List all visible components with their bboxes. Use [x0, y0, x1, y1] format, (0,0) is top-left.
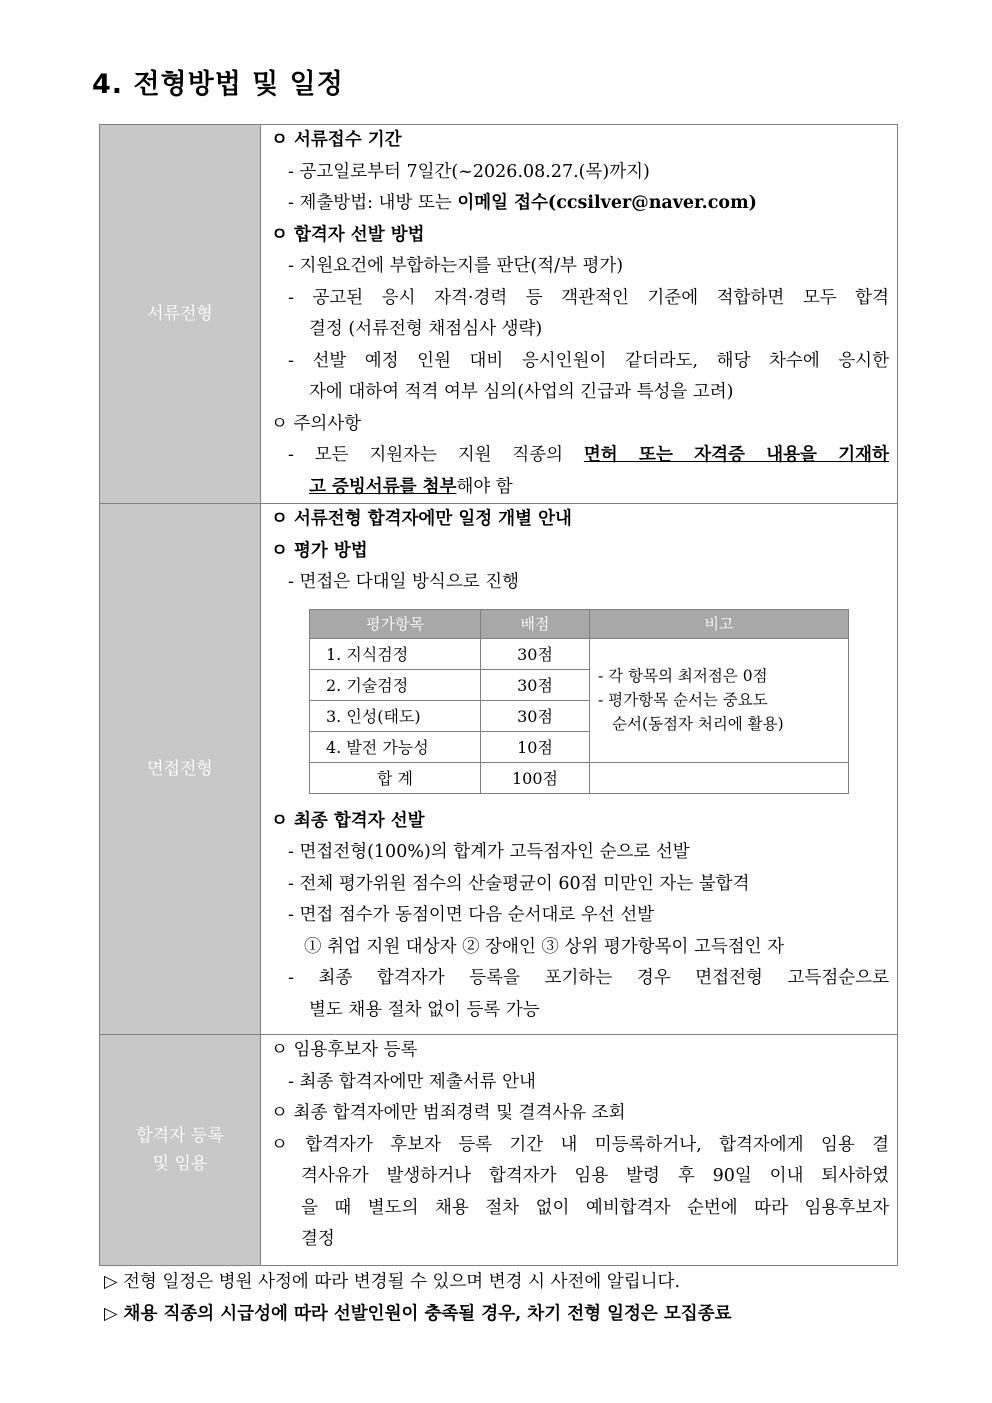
background-check: ㅇ 최종 합격자에만 범죄경력 및 결격사유 조회	[271, 1103, 626, 1123]
interview-label: 면접전형	[100, 504, 261, 1035]
doc-screening-label: 서류전형	[100, 125, 261, 504]
table-total-row	[310, 762, 849, 793]
evaluation-item: 1. 지식검정	[310, 638, 481, 669]
total-note	[590, 762, 849, 793]
final-selection-item-1: - 면접전형(100%)의 합계가 고득점자인 순으로 선발	[288, 842, 690, 862]
doc-selection-item-3-cont: 자에 대하여 적격 여부 심의(사업의 긴급과 특성을 고려)	[309, 382, 734, 402]
registration-heading: ㅇ 임용후보자 등록	[271, 1040, 418, 1060]
interview-method-detail: - 면접은 다대일 방식으로 진행	[288, 572, 520, 592]
doc-submit-method-prefix: - 제출방법: 내방 또는	[288, 193, 458, 213]
doc-caution-prefix: - 모든 지원자는 지원 직종의	[288, 445, 584, 465]
evaluation-score: 30점	[481, 638, 590, 669]
evaluation-item: 4. 발전 가능성	[310, 731, 481, 762]
reserve-candidate-rule: ㅇ 합격자가 후보자 등록 기간 내 미등록하거나, 합격자에게 임용 결	[271, 1134, 889, 1155]
final-selection-priority: ① 취업 지원 대상자 ② 장애인 ③ 상위 평가항목이 고득점인 자	[304, 936, 785, 957]
doc-selection-item-2: - 공고된 응시 자격·경력 등 객관적인 기준에 적합하면 모두 합격	[288, 287, 889, 308]
evaluation-score: 30점	[481, 700, 590, 731]
header-score: 배점	[481, 609, 590, 638]
final-selection-item-2: - 전체 평가위원 점수의 산술평균이 60점 미만인 자는 불합격	[288, 873, 750, 894]
footer-note-recruitment-end: ▷ 채용 직종의 시급성에 따라 선발인원이 충족될 경우, 차기 전형 일정은 모집종료	[104, 1304, 732, 1324]
reserve-candidate-rule-cont-1: 격사유가 발생하거나 합격자가 임용 발령 후 90일 이내 퇴사하였	[301, 1166, 889, 1186]
doc-submit-email: 이메일 접수(ccsilver@naver.com)	[457, 193, 757, 213]
total-label: 합 계	[310, 762, 481, 793]
evaluation-table	[309, 609, 849, 794]
reserve-candidate-rule-cont-3: 결정	[301, 1229, 335, 1249]
evaluation-item: 2. 기술검정	[310, 669, 481, 700]
doc-selection-heading: ㅇ 합격자 선발 방법	[271, 224, 425, 245]
total-score: 100점	[481, 762, 590, 793]
evaluation-note	[590, 638, 849, 762]
header-note: 비고	[590, 609, 849, 638]
interview-content	[261, 504, 898, 1035]
recruitment-process-table	[99, 124, 898, 1266]
doc-selection-item-2-cont: 결정 (서류전형 채점심사 생략)	[309, 319, 543, 339]
doc-caution-emphasis: 면허 또는 자격증 내용을 기재하	[583, 445, 889, 465]
registration-content	[261, 1035, 898, 1266]
table-row	[310, 638, 849, 669]
doc-period-detail: - 공고일로부터 7일간(~2026.08.27.(목)까지)	[288, 161, 650, 182]
doc-caution-heading: ㅇ 주의사항	[271, 413, 362, 434]
note-line-1: - 각 항목의 최저점은 0점	[598, 667, 768, 685]
evaluation-item: 3. 인성(태도)	[310, 700, 481, 731]
note-line-3: 순서(동점자 처리에 활용)	[612, 715, 784, 733]
registration-label-line-1: 합격자 등록	[136, 1126, 224, 1146]
note-line-2: - 평가항목 순서는 중요도	[598, 691, 768, 709]
doc-screening-content	[261, 125, 898, 504]
final-selection-item-4: - 최종 합격자가 등록을 포기하는 경우 면접전형 고득점순으로	[288, 968, 889, 988]
registration-label-line-2: 및 임용	[152, 1154, 208, 1174]
evaluation-score: 10점	[481, 731, 590, 762]
section-title: 4. 전형방법 및 일정	[92, 69, 344, 100]
registration-row	[100, 1035, 898, 1266]
doc-screening-row	[100, 125, 898, 504]
doc-caution-item-cont	[271, 472, 889, 504]
reserve-candidate-rule-cont-2: 을 때 별도의 채용 절차 없이 예비합격자 순번에 따라 임용후보자	[301, 1197, 889, 1218]
interview-method-heading: ㅇ 평가 방법	[271, 540, 368, 561]
footer-note-schedule-change: ▷ 전형 일정은 병원 사정에 따라 변경될 수 있으며 변경 시 사전에 알립니다.	[104, 1272, 681, 1292]
doc-period-heading: ㅇ 서류접수 기간	[271, 130, 402, 150]
interview-row	[100, 504, 898, 1035]
evaluation-score: 30점	[481, 669, 590, 700]
registration-detail: - 최종 합격자에만 제출서류 안내	[288, 1071, 536, 1092]
doc-caution-item	[271, 440, 889, 472]
doc-caution-emphasis-cont: 고 증빙서류를 첨부	[309, 476, 457, 497]
header-item: 평가항목	[310, 609, 481, 638]
final-selection-heading: ㅇ 최종 합격자 선발	[271, 810, 425, 831]
doc-selection-item-1: - 지원요건에 부합하는지를 판단(적/부 평가)	[288, 256, 624, 276]
interview-notice: ㅇ 서류전형 합격자에만 일정 개별 안내	[271, 509, 572, 529]
registration-label	[100, 1035, 261, 1266]
doc-selection-item-3: - 선발 예정 인원 대비 응시인원이 같더라도, 해당 차수에 응시한	[288, 350, 889, 371]
final-selection-item-4-cont: 별도 채용 절차 없이 등록 가능	[309, 999, 540, 1020]
doc-caution-suffix: 해야 함	[456, 476, 513, 497]
evaluation-table-header	[310, 609, 849, 638]
doc-submit-method	[271, 188, 889, 220]
final-selection-item-3: - 면접 점수가 동점이면 다음 순서대로 우선 선발	[288, 905, 655, 925]
